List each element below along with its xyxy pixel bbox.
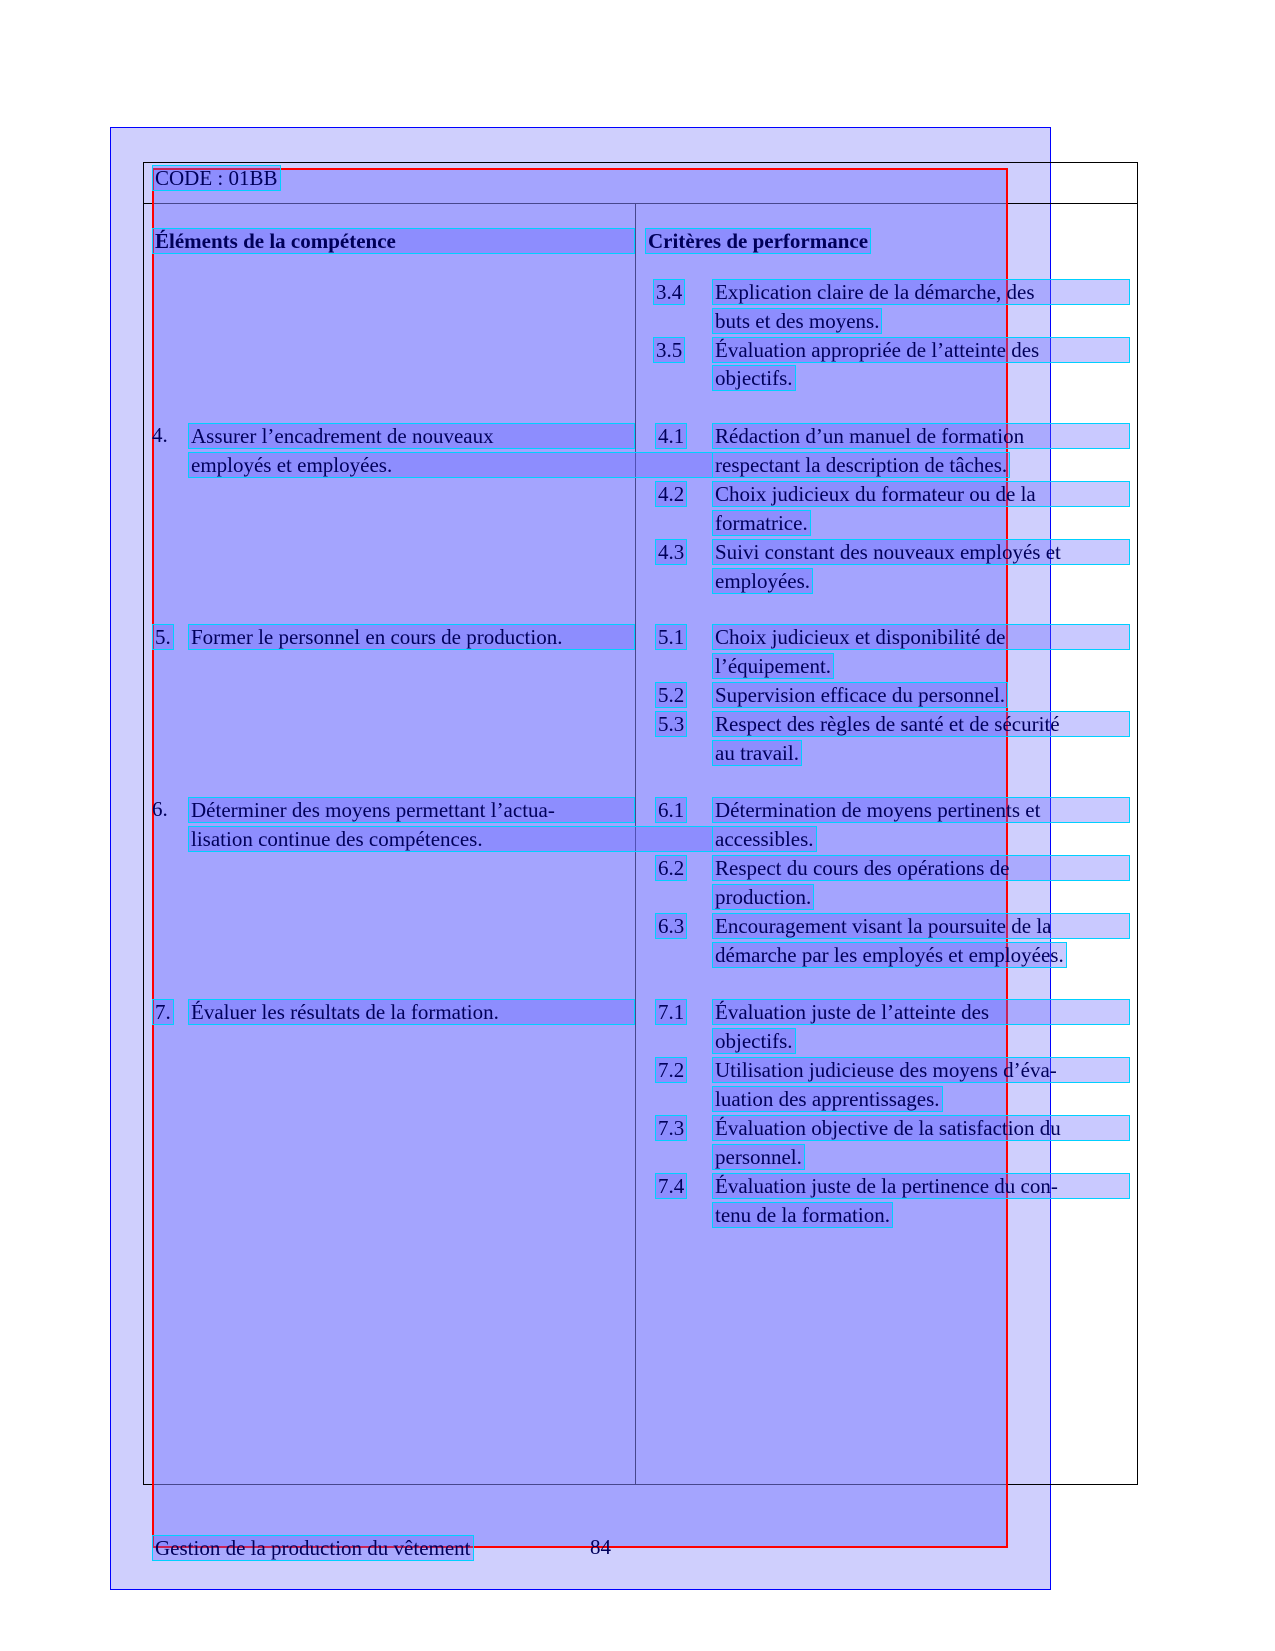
criterion-line: tenu de la formation. (712, 1202, 893, 1228)
criterion-number: 7.2 (655, 1057, 687, 1083)
criterion-number: 7.4 (655, 1173, 687, 1199)
criterion-line: Évaluation juste de l’atteinte des (712, 999, 1130, 1025)
criterion-line: Évaluation juste de la pertinence du con- (712, 1173, 1130, 1199)
criterion-line: employées. (712, 568, 813, 594)
criterion-line: Supervision efficace du personnel. (712, 682, 1008, 708)
criterion-line: l’équipement. (712, 653, 834, 679)
criterion-line: accessibles. (712, 826, 817, 852)
criterion-line: Respect du cours des opérations de (712, 855, 1130, 881)
course-code: CODE : 01BB (152, 165, 281, 191)
element-line: lisation continue des compétences. (188, 826, 713, 852)
criterion-line: production. (712, 884, 814, 910)
criterion-line: objectifs. (712, 1028, 796, 1054)
criterion-line: Choix judicieux du formateur ou de la (712, 481, 1130, 507)
criterion-number: 3.4 (653, 279, 685, 305)
criterion-line: Explication claire de la démarche, des (712, 279, 1130, 305)
criterion-number: 3.5 (653, 337, 685, 363)
element-line: Déterminer des moyens permettant l’actua- (188, 797, 635, 823)
element-line: Assurer l’encadrement de nouveaux (188, 423, 635, 449)
criterion-number: 5.1 (655, 624, 687, 650)
criterion-number: 6.1 (655, 797, 687, 823)
criterion-number: 6.3 (655, 913, 687, 939)
criterion-line: respectant la description de tâches. (712, 452, 1010, 478)
criterion-number: 6.2 (655, 855, 687, 881)
criterion-number: 7.3 (655, 1115, 687, 1141)
criterion-line: Détermination de moyens pertinents et (712, 797, 1130, 823)
element-number: 4. (152, 423, 168, 447)
criterion-number: 5.2 (655, 682, 687, 708)
criterion-line: buts et des moyens. (712, 308, 882, 334)
criterion-line: Utilisation judicieuse des moyens d’éva- (712, 1057, 1130, 1083)
criterion-number: 4.2 (655, 481, 687, 507)
page-number: 84 (590, 1535, 611, 1559)
element-line: Évaluer les résultats de la formation. (188, 999, 635, 1025)
criterion-number: 4.1 (655, 423, 687, 449)
criterion-line: Choix judicieux et disponibilité de (712, 624, 1130, 650)
element-line: employés et employées. (188, 452, 713, 478)
criterion-number: 5.3 (655, 711, 687, 737)
criterion-line: luation des apprentissages. (712, 1086, 943, 1112)
criterion-line: Respect des règles de santé et de sécurité (712, 711, 1130, 737)
element-number: 5. (152, 624, 174, 650)
footer-title: Gestion de la production du vêtement (152, 1535, 474, 1561)
right-column-title: Critères de performance (645, 228, 871, 254)
criterion-line: Suivi constant des nouveaux employés et (712, 539, 1130, 565)
criterion-line: personnel. (712, 1144, 805, 1170)
criterion-line: Évaluation appropriée de l’atteinte des (712, 337, 1130, 363)
element-number: 7. (152, 999, 174, 1025)
criterion-line: objectifs. (712, 365, 796, 391)
element-number: 6. (152, 797, 168, 821)
criterion-number: 4.3 (655, 539, 687, 565)
criterion-line: formatrice. (712, 510, 811, 536)
criterion-line: au travail. (712, 740, 802, 766)
criterion-line: Évaluation objective de la satisfaction du (712, 1115, 1130, 1141)
criterion-line: Encouragement visant la poursuite de la (712, 913, 1130, 939)
left-column-title: Éléments de la compétence (152, 228, 635, 254)
element-line: Former le personnel en cours de production. (188, 624, 635, 650)
criterion-line: démarche par les employés et employées. (712, 942, 1067, 968)
criterion-line: Rédaction d’un manuel de formation (712, 423, 1130, 449)
criterion-number: 7.1 (655, 999, 687, 1025)
